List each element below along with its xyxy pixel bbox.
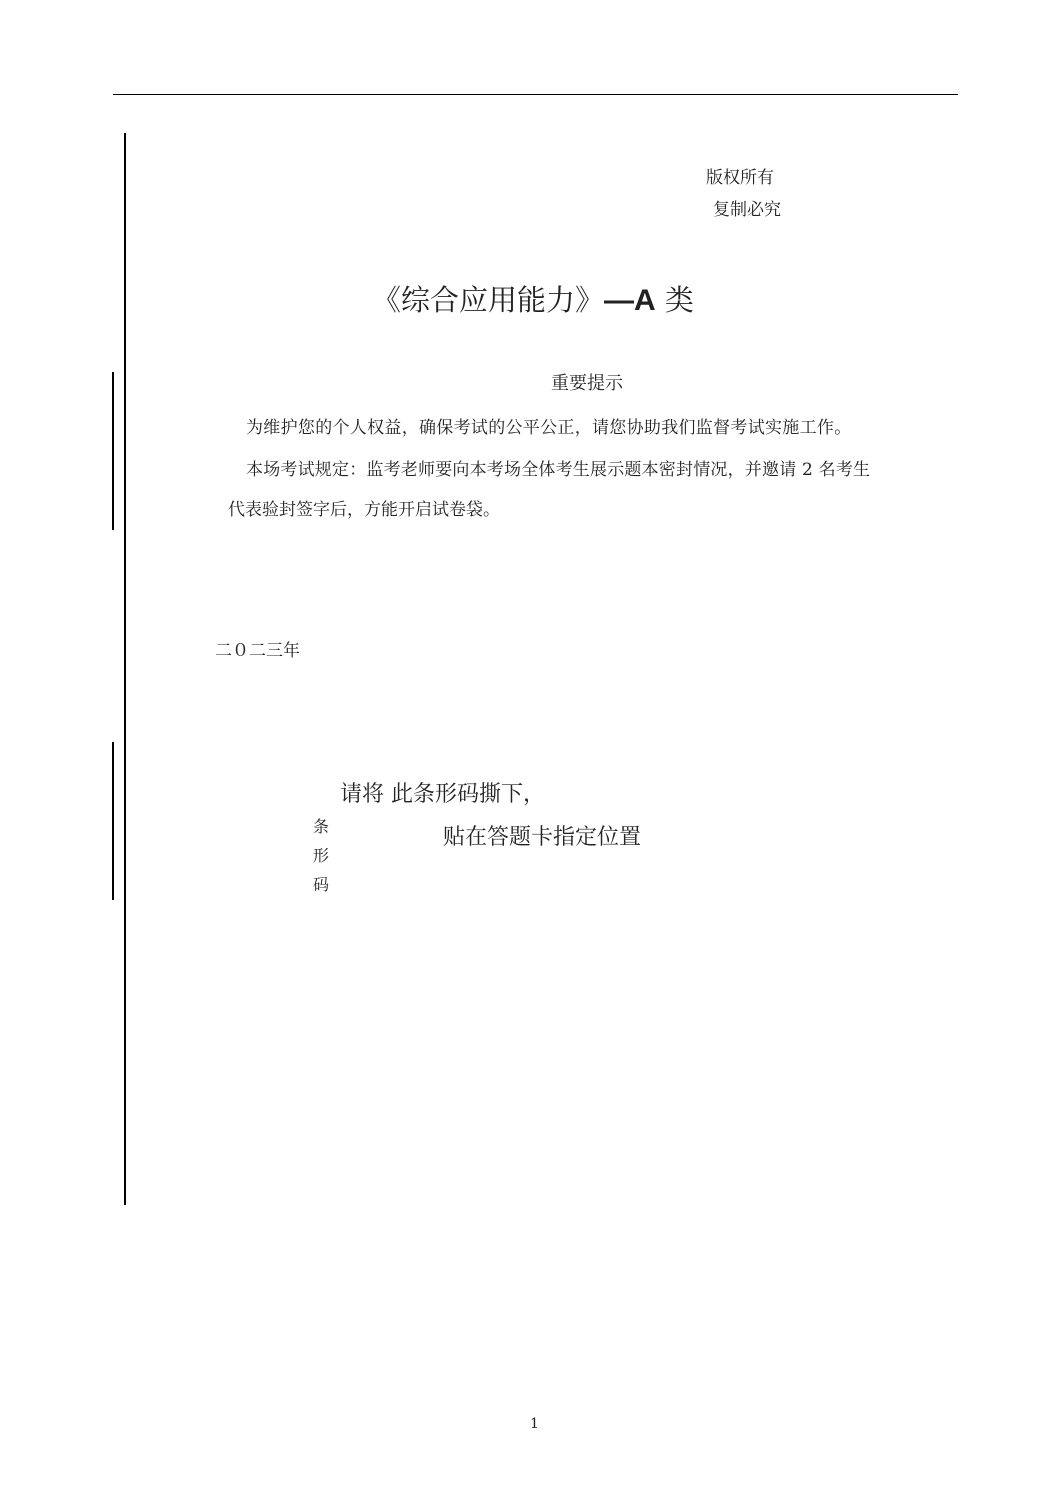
barcode-instruction-line-2: 贴在答题卡指定位置 <box>443 825 642 850</box>
barcode-label-char: 码 <box>313 875 330 894</box>
notice-paragraph-2-line-1: 本场考试规定：监考老师要向本考场全体考生展示题本密封情况，并邀请 2 名考生 <box>246 460 871 480</box>
exam-title-category: —A <box>604 284 656 317</box>
barcode-instruction-line-1: 请将 此条形码撕下， <box>340 782 545 807</box>
margin-line-long <box>124 133 126 1205</box>
margin-line-short-upper <box>112 372 114 530</box>
barcode-label <box>313 812 333 899</box>
notice-paragraph-2-line-2: 代表验封签字后，方能开启试卷袋。 <box>228 500 500 520</box>
barcode-label-char: 条 <box>313 817 330 836</box>
barcode-label-char: 形 <box>313 846 330 865</box>
copyright-line-2: 复制必究 <box>713 200 781 220</box>
exam-title-name: 《综合应用能力》 <box>372 283 605 317</box>
copyright-line-1: 版权所有 <box>706 168 774 188</box>
exam-year: 二０二三年 <box>215 641 300 661</box>
notice-heading: 重要提示 <box>551 373 623 394</box>
exam-title <box>372 278 694 319</box>
notice-paragraph-1: 为维护您的个人权益，确保考试的公平公正，请您协助我们监督考试实施工作。 <box>246 418 852 438</box>
exam-title-suffix: 类 <box>655 283 694 317</box>
page-number: 1 <box>530 1416 539 1432</box>
margin-line-short-lower <box>112 742 114 900</box>
top-rule <box>113 94 958 95</box>
